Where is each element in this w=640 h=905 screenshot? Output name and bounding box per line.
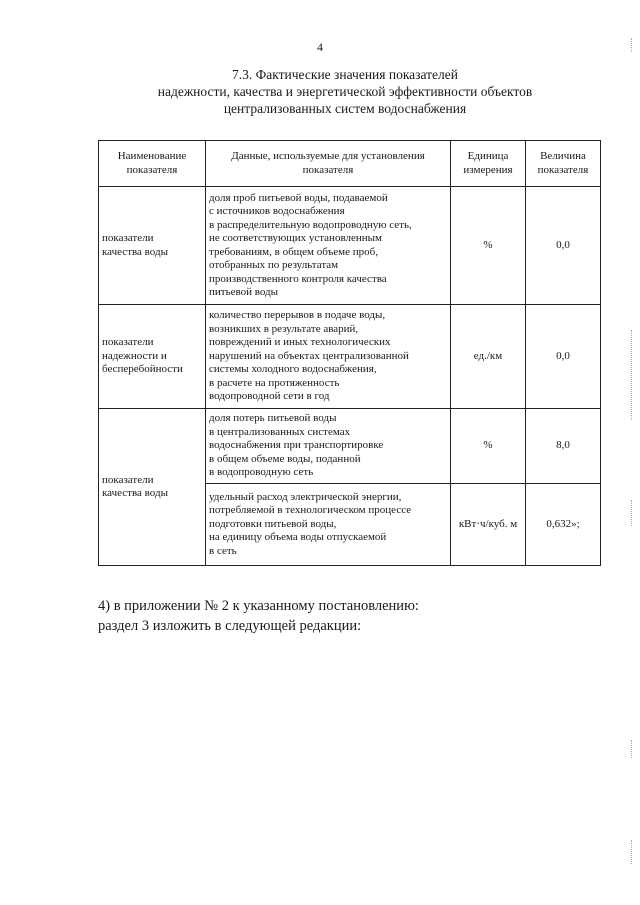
- scan-edge-mark: [631, 840, 633, 864]
- value-cell: 0,0: [526, 305, 601, 409]
- title-line: 7.3. Фактические значения показателей: [231, 67, 458, 82]
- header-data-used: Данные, используемые для установления показателя: [206, 141, 451, 187]
- footer-line: раздел 3 изложить в следующей редакции:: [98, 618, 362, 634]
- section-title: [60, 66, 630, 117]
- indicator-data-cell: доля проб питьевой воды, подаваемой с источников водоснабжения в распределительную водопроводную сеть, не соответствующих установленным требованиям, в общем объеме проб, отобранных по результатам производственного контроля качества питьевой воды: [206, 187, 451, 305]
- page-number: 4: [317, 40, 323, 54]
- table-row: [99, 187, 601, 305]
- table-header-row: [99, 141, 601, 187]
- indicator-name-cell: показатели качества воды: [99, 409, 206, 566]
- indicator-data-cell: количество перерывов в подаче воды, возникших в результате аварий, повреждений и иных технологических нарушений на объектах централизованной системы холодного водоснабжения, в расчете на протяженность водопроводной сети в год: [206, 305, 451, 409]
- indicator-name-cell: показатели качества воды: [99, 187, 206, 305]
- unit-cell: %: [451, 187, 526, 305]
- footer-text: [98, 596, 618, 636]
- indicator-name-cell: показатели надежности и бесперебойности: [99, 305, 206, 409]
- header-value: Величина показателя: [526, 141, 601, 187]
- indicator-data-cell: удельный расход электрической энергии, потребляемой в технологическом процессе подготовки питьевой воды, на единицу объема воды отпускаемой в сеть: [206, 484, 451, 566]
- title-line: централизованных систем водоснабжения: [223, 101, 467, 116]
- value-cell: 0,632»;: [526, 484, 601, 566]
- table-row: [99, 409, 601, 484]
- footer-line: 4) в приложении № 2 к указанному постановлению:: [98, 598, 419, 614]
- value-cell: 0,0: [526, 187, 601, 305]
- unit-cell: %: [451, 409, 526, 484]
- header-unit: Единица измерения: [451, 141, 526, 187]
- header-indicator-name: Наименование показателя: [99, 141, 206, 187]
- unit-cell: ед./км: [451, 305, 526, 409]
- value-cell: 8,0: [526, 409, 601, 484]
- scan-edge-mark: [631, 500, 633, 526]
- indicator-data-cell: доля потерь питьевой воды в централизованных системах водоснабжения при транспортировке в общем объеме воды, поданной в водопроводную сеть: [206, 409, 451, 484]
- scan-edge-mark: [631, 740, 633, 758]
- title-line: надежности, качества и энергетической эффективности объектов: [157, 84, 533, 99]
- scan-edge-mark: [631, 38, 633, 52]
- scan-edge-mark: [631, 330, 633, 420]
- unit-cell: кВт·ч/куб. м: [451, 484, 526, 566]
- indicators-table: [98, 140, 601, 566]
- table-row: [99, 305, 601, 409]
